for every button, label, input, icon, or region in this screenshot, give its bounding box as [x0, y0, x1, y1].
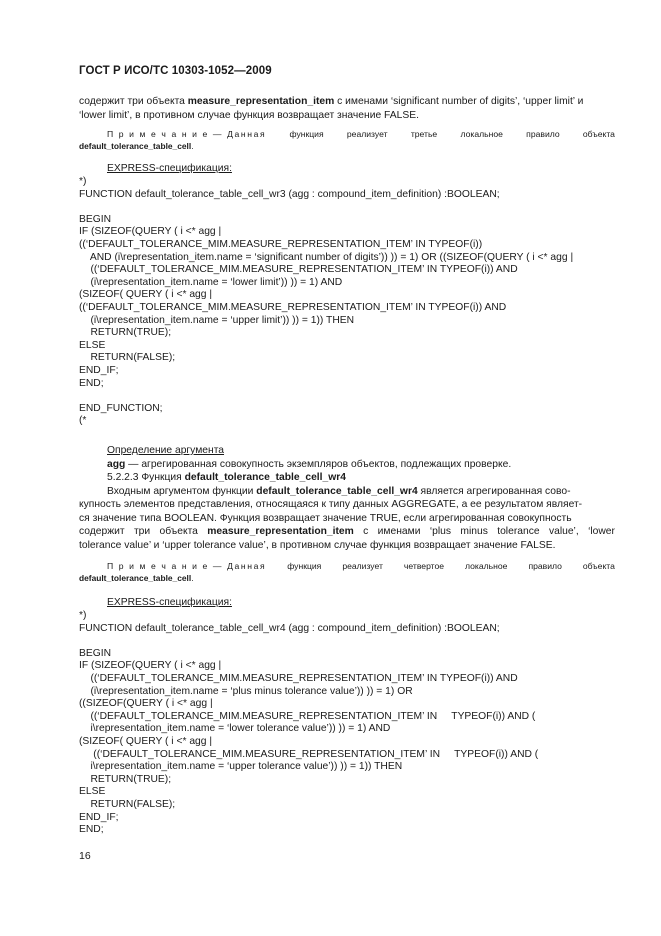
note-2-word: объекта [582, 561, 615, 571]
code-line: ((‘DEFAULT_TOLERANCE_MIM.MEASURE_REPRESENTATION_ITEM’ IN TYPEOF(i)) AND [79, 301, 507, 313]
arg-p4-word: measure_representation_item [207, 526, 354, 537]
code-line: BEGIN [79, 213, 112, 225]
note-2-word: четвертое [403, 561, 445, 571]
arg-p4-word: содержит [79, 526, 125, 537]
code-line: END; [79, 377, 104, 389]
note-1-word: третье [410, 129, 438, 139]
code-line: IF (SIZEOF(QUERY ( i <* agg | [79, 226, 222, 238]
note-1-word: П р и м е ч а н и е — Данная [107, 129, 267, 139]
arg-p4 [79, 525, 615, 539]
note-1-word: функция [289, 129, 324, 139]
code-line: END_IF; [79, 364, 119, 376]
arg-p4-word: с [363, 526, 369, 537]
code-line: RETURN(FALSE); [79, 352, 176, 364]
argument-definition [79, 444, 615, 552]
code-line: RETURN(TRUE); [79, 327, 172, 339]
intro-text-pre: содержит три объекта [79, 96, 188, 107]
note-1-entity: default_tolerance_table_cell [79, 141, 192, 151]
express-code-2 [79, 610, 619, 837]
note-2 [79, 560, 615, 584]
express-heading-2: EXPRESS-спецификация: [107, 597, 232, 608]
code-line: i\representation_item.name = ‘upper tolerance value’)) )) = 1)) THEN [79, 761, 403, 773]
arg-agg-label: agg [107, 458, 126, 470]
code-line: AND (i\representation_item.name = ‘significant number of digits’)) )) = 1) OR ((SIZEOF(QUERY ( i <* agg | [79, 251, 574, 263]
note-1-tail-end: . [191, 141, 194, 151]
arg-p1-pre: Входным аргументом функции [107, 485, 257, 497]
arg-p2: купность элементов представления, относящаяся к типу данных AGGREGATE, а ее результатом являет- [79, 499, 583, 510]
intro-text-line2: ‘lower limit’, в противном случае функция возвращает значение FALSE. [79, 109, 419, 121]
code-line: (SIZEOF( QUERY ( i <* agg | [79, 735, 213, 747]
subsection-name: default_tolerance_table_cell_wr4 [184, 472, 347, 483]
arg-p4-word: именами [377, 526, 421, 537]
code-line: (* [79, 415, 87, 427]
intro-paragraph [79, 95, 615, 122]
intro-entity-name: measure_representation_item [187, 96, 335, 107]
code-line [79, 390, 619, 403]
note-2-word: правило [528, 561, 562, 571]
arg-p4-word: три [133, 526, 151, 537]
code-line: FUNCTION default_tolerance_table_cell_wr3 (agg : compound_item_definition) :BOOLEAN; [79, 188, 500, 200]
note-2-entity: default_tolerance_table_cell [79, 573, 192, 583]
express-code-1 [79, 176, 619, 428]
arg-p4-word: ‘lower [588, 526, 615, 537]
code-line: ((‘DEFAULT_TOLERANCE_MIM.MEASURE_REPRESENTATION_ITEM’ IN TYPEOF(i)) AND ( [79, 710, 536, 722]
page-number: 16 [79, 850, 91, 862]
note-1-word: локальное [460, 129, 503, 139]
arg-p4-word: tolerance [497, 526, 540, 537]
arg-p4-word: value’, [548, 526, 579, 537]
arg-p4-word: ‘plus [429, 526, 452, 537]
express-heading-1: EXPRESS-спецификация: [107, 163, 232, 174]
note-1 [79, 128, 615, 152]
arg-p1-bold: default_tolerance_table_cell_wr4 [256, 485, 418, 497]
code-line: RETURN(TRUE); [79, 773, 172, 785]
code-line: ELSE [79, 339, 106, 351]
code-line: ((‘DEFAULT_TOLERANCE_MIM.MEASURE_REPRESENTATION_ITEM’ IN TYPEOF(i)) [79, 238, 483, 250]
code-line: ((‘DEFAULT_TOLERANCE_MIM.MEASURE_REPRESENTATION_ITEM’ IN TYPEOF(i)) AND ( [79, 748, 539, 760]
note-2-word: локальное [465, 561, 508, 571]
note-1-word: правило [526, 129, 560, 139]
arg-p1-post: является агрегированная сово- [417, 485, 571, 497]
note-2-line [79, 560, 615, 572]
note-2-tail-end: . [191, 573, 194, 583]
code-line: ELSE [79, 786, 106, 798]
arg-p3: ся значение типа BOOLEAN. Функция возвращает значение TRUE, если агрегированная совокупность [79, 512, 572, 524]
note-2-word: П р и м е ч а н и е — Данная [107, 561, 267, 571]
code-line: END_IF; [79, 811, 119, 823]
note-1-word: объекта [582, 129, 615, 139]
code-line: IF (SIZEOF(QUERY ( i <* agg | [79, 660, 222, 672]
code-line: END; [79, 824, 104, 836]
arg-p5: tolerance value’ и ‘upper tolerance value’, в противном случае функция возвращает значение FALSE. [79, 539, 556, 551]
arg-def-heading: Определение аргумента [107, 445, 225, 456]
code-line: *) [79, 176, 87, 187]
code-line: RETURN(FALSE); [79, 798, 176, 810]
code-line: ((SIZEOF(QUERY ( i <* agg | [79, 698, 213, 710]
code-line: (i\representation_item.name = ‘upper limit’)) )) = 1)) THEN [79, 314, 355, 326]
page-header: ГОСТ Р ИСО/ТС 10303-1052—2009 [79, 65, 272, 77]
code-line: FUNCTION default_tolerance_table_cell_wr4 (agg : compound_item_definition) :BOOLEAN; [79, 622, 500, 634]
code-line: BEGIN [79, 647, 112, 659]
arg-agg-text: — агрегированная совокупность экземпляров объектов, подлежащих проверке. [125, 458, 512, 470]
code-line: (i\representation_item.name = ‘plus minus tolerance value’)) )) = 1) OR [79, 685, 413, 697]
code-line [79, 201, 619, 214]
arg-p4-word: minus [460, 526, 488, 537]
note-1-word: реализует [346, 129, 388, 139]
arg-p4-word: объекта [159, 526, 198, 537]
intro-text-post: с именами ‘significant number of digits’, ‘upper limit’ и [334, 96, 584, 107]
note-2-word: функция [287, 561, 322, 571]
code-line: ((‘DEFAULT_TOLERANCE_MIM.MEASURE_REPRESENTATION_ITEM’ IN TYPEOF(i)) AND [79, 672, 518, 684]
subsection-number: 5.2.2.3 Функция [107, 472, 185, 483]
code-line: ((‘DEFAULT_TOLERANCE_MIM.MEASURE_REPRESENTATION_ITEM’ IN TYPEOF(i)) AND [79, 264, 518, 276]
code-line: *) [79, 610, 87, 621]
note-2-word: реализует [342, 561, 383, 571]
code-line: (i\representation_item.name = ‘lower limit’)) )) = 1) AND [79, 276, 343, 288]
code-line: END_FUNCTION; [79, 402, 163, 414]
code-line: i\representation_item.name = ‘lower tolerance value’)) )) = 1) AND [79, 723, 391, 735]
code-line: (SIZEOF( QUERY ( i <* agg | [79, 289, 213, 301]
note-1-line [79, 128, 615, 140]
code-line [79, 635, 619, 648]
